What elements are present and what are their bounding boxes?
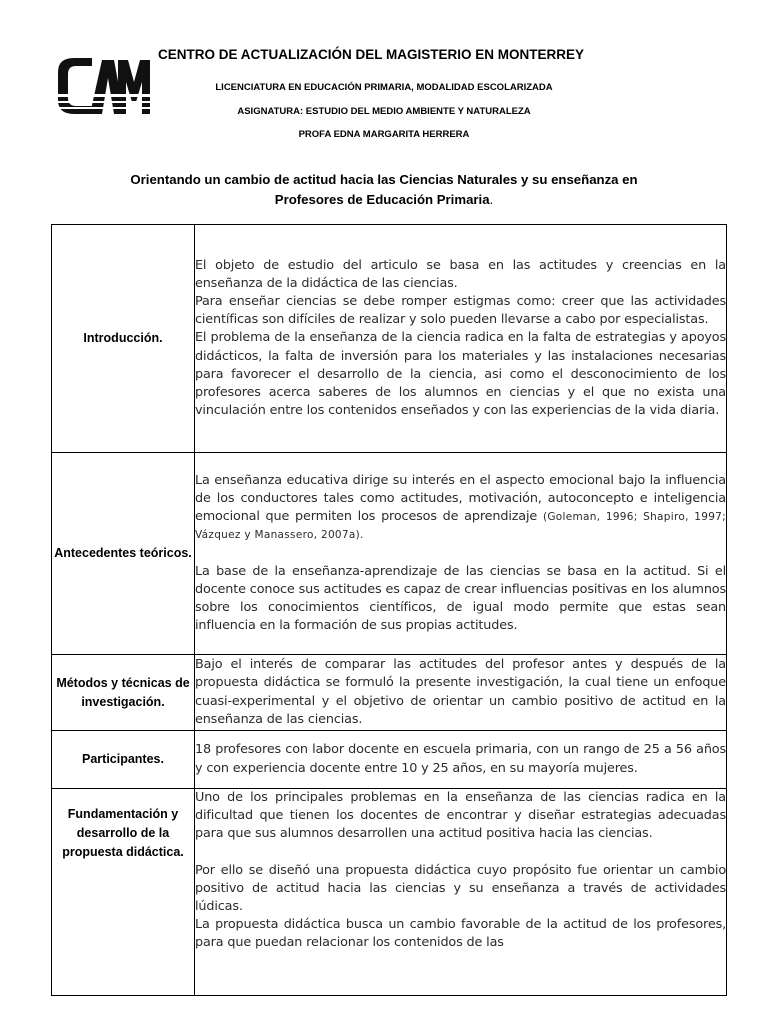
institution-name: CENTRO DE ACTUALIZACIÓN DEL MAGISTERIO EN MONTERREY [158, 47, 585, 62]
paragraph: Para enseñar ciencias se debe romper estigmas como: creer que las actividades científicas son difíciles de realizar y solo pueden llevarse a cabo por especialistas. [195, 293, 726, 328]
row-label: Antecedentes teóricos. [52, 453, 195, 655]
paragraph: La base de la enseñanza-aprendizaje de las ciencias se basa en la actitud. Si el docente conoce sus actitudes es capaz de crear influencias positivas en los alumnos sobre los conocimientos científicos, de igual modo permite que estas sean influencia en la formación de sus propias actitudes. [195, 563, 726, 634]
row-content [195, 655, 727, 731]
paragraph: El problema de la enseñanza de la ciencia radica en la falta de estrategias y apoyos didácticos, la falta de inversión para los materiales y las instalaciones necesarias para favorecer el desarrollo de la ciencia, asi como el desconocimiento de los profesores acerca saberes de los alumnos en ciencias y el que no exista una vinculación entre los contenidos enseñados y con las experiencias de la vida diaria. [195, 330, 726, 419]
title-dot: . [489, 192, 494, 207]
row-content [195, 453, 727, 655]
subject-name: ASIGNATURA: ESTUDIO DEL MEDIO AMBIENTE Y NATURALEZA [237, 106, 531, 117]
paragraph [195, 472, 726, 545]
logo-text: CAMM [103, 118, 107, 119]
paragraph: 18 profesores con labor docente en escuela primaria, con un rango de 25 a 56 años y con experiencia docente entre 10 y 25 años, en su mayoría mujeres. [195, 742, 726, 776]
row-label: Métodos y técnicas de investigación. [52, 655, 195, 731]
row-label: Participantes. [52, 731, 195, 789]
table-row-metodos [52, 655, 727, 731]
paragraph: El objeto de estudio del articulo se basa en las actitudes y creencias en la enseñanza de la didáctica de las ciencias. [195, 257, 726, 291]
row-content [195, 731, 727, 789]
title-line-2: Profesores de Educación Primaria [274, 192, 490, 207]
table-row-antecedentes [52, 453, 727, 655]
paragraph: La propuesta didáctica busca un cambio favorable de la actitud de los profesores, para que puedan relacionar los contenidos de las [195, 917, 726, 951]
row-content [195, 225, 727, 453]
citation: (Goleman, 1996; Shapiro, 1997; Vázquez y Manassero, 2007a). [195, 511, 727, 542]
row-label: Fundamentación y desarrollo de la propuesta didáctica. [52, 789, 195, 996]
table-row-fundamentacion [52, 789, 727, 996]
table-row-participantes [52, 731, 727, 789]
paragraph-text: La enseñanza educativa dirige su interés en el aspecto emocional bajo la influencia de los conductores tales como actitudes, motivación, autoconcepto e inteligencia emocional que permiten los procesos de aprendizaje [195, 472, 726, 525]
document-title [60, 170, 708, 210]
summary-table [51, 224, 727, 996]
row-content [195, 789, 727, 996]
title-line-1: Orientando un cambio de actitud hacia las Ciencias Naturales y su enseñanza en [130, 172, 638, 187]
teacher-name: PROFA EDNA MARGARITA HERRERA [298, 129, 470, 140]
paragraph: Bajo el interés de comparar las actitudes del profesor antes y después de la propuesta didáctica se formuló la presente investigación, la cual tiene un enfoque cuasi-experimental y el objetivo de orientar un cambio positivo de actitud en la enseñanza de las ciencias. [195, 657, 726, 727]
table-row-introduccion [52, 225, 727, 453]
paragraph: Uno de los principales problemas en la enseñanza de las ciencias radica en la dificultad que tienen los docentes de encontrar y diseñar estrategias adecuadas para que sus alumnos desarrollen una actitud positiva hacia las ciencias. [195, 790, 726, 842]
degree-program: LICENCIATURA EN EDUCACIÓN PRIMARIA, MODALIDAD ESCOLARIZADA [215, 82, 553, 93]
paragraph: Por ello se diseñó una propuesta didáctica cuyo propósito fue orientar un cambio positivo de actitud hacia las ciencias y su enseñanza a través de actividades lúdicas. [195, 862, 726, 915]
row-label: Introducción. [52, 225, 195, 453]
